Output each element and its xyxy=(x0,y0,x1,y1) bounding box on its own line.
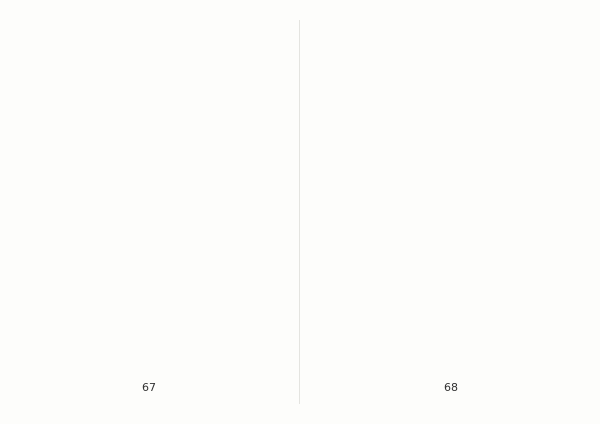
page-gutter xyxy=(299,20,300,404)
right-page xyxy=(320,30,582,394)
right-page-number: 68 xyxy=(444,381,458,394)
left-page-text xyxy=(18,30,280,370)
left-page-number: 67 xyxy=(142,381,156,394)
left-page xyxy=(18,30,280,394)
right-page-text xyxy=(320,30,582,370)
